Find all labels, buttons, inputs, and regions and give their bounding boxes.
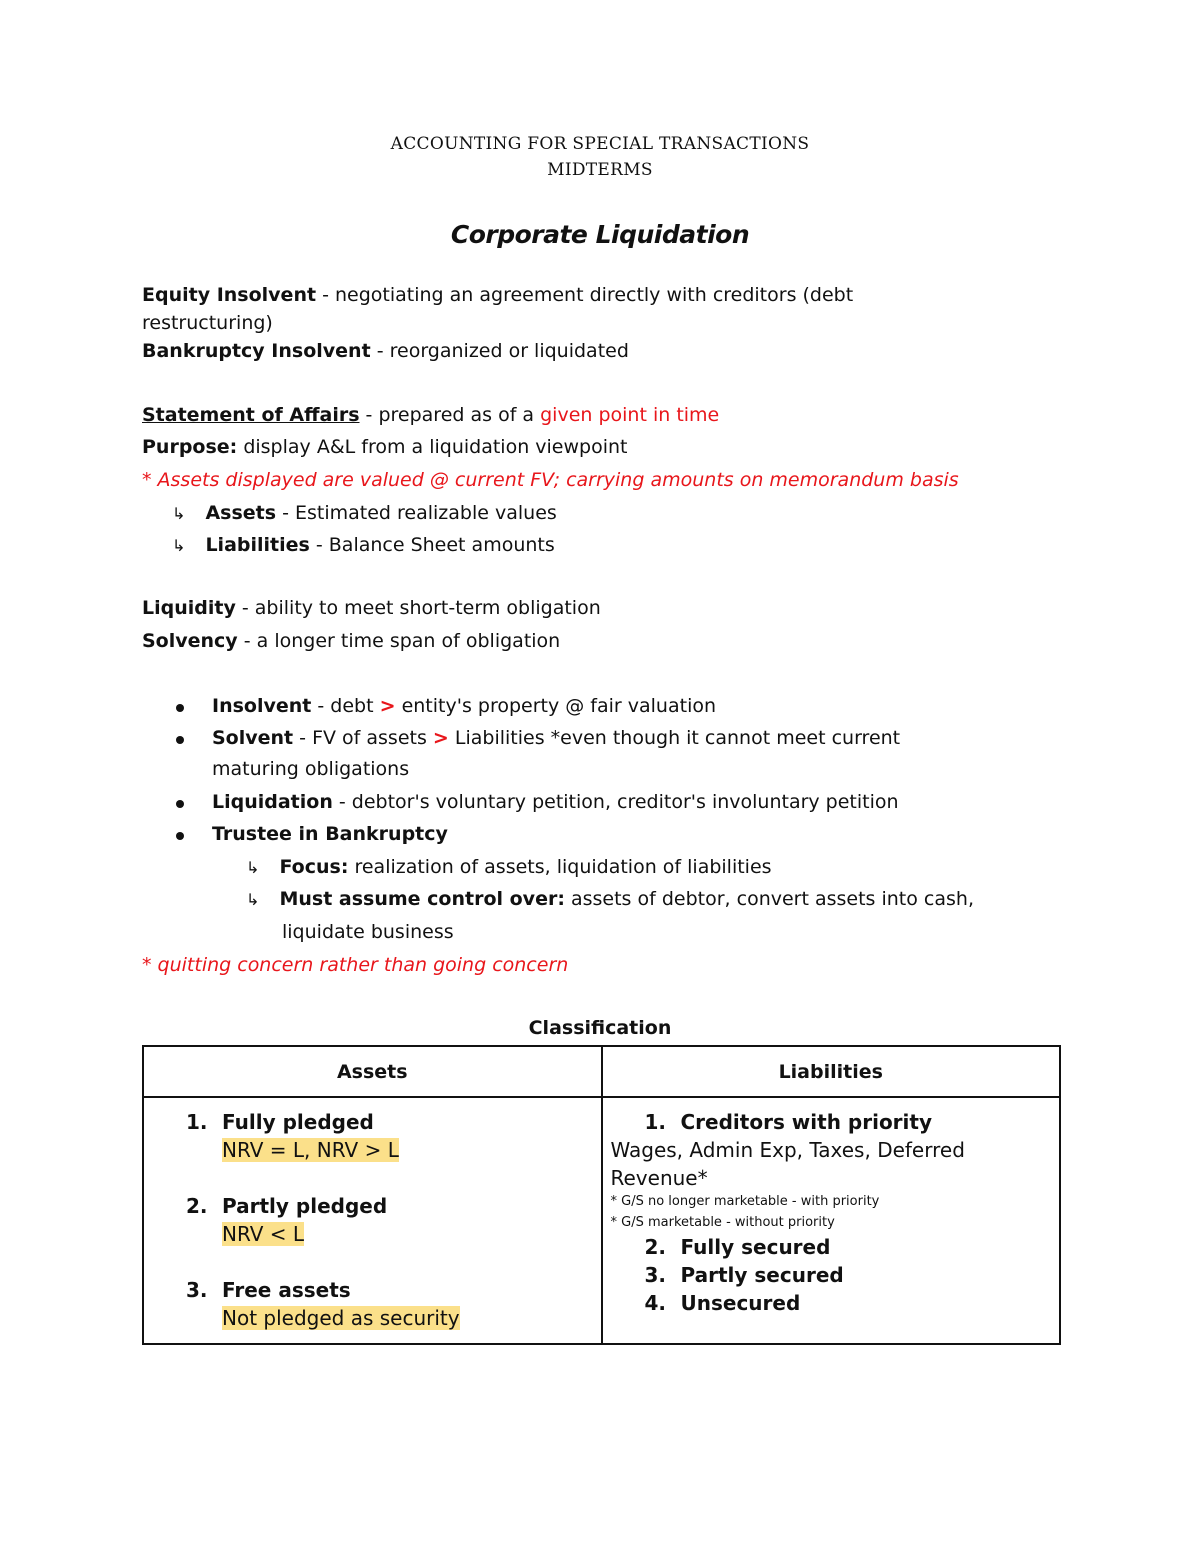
statement-of-affairs-line xyxy=(142,404,719,426)
bankruptcy-insolvent-term: Bankruptcy Insolvent xyxy=(142,340,371,362)
bullet-icon xyxy=(176,704,184,712)
priority-note: * G/S marketable - without priority xyxy=(610,1215,835,1230)
bullet-icon xyxy=(176,736,184,744)
solvency-term: Solvency xyxy=(142,630,238,652)
solvent-desc-b: Liabilities *even though it cannot meet current xyxy=(448,727,901,749)
statement-desc: - prepared as of a xyxy=(359,404,541,426)
liability-label: Unsecured xyxy=(680,1291,801,1315)
assets-line xyxy=(172,502,557,524)
asset-detail: Not pledged as security xyxy=(222,1306,460,1330)
asset-num: 1. xyxy=(186,1110,208,1134)
insolvent-desc-b: entity's property @ fair valuation xyxy=(395,695,717,717)
greater-than-sign: > xyxy=(379,695,396,717)
quitting-concern-note: * quitting concern rather than going concern xyxy=(142,954,569,976)
liquidity-desc: - ability to meet short-term obligation xyxy=(235,597,601,619)
liability-detail: Wages, Admin Exp, Taxes, Deferred xyxy=(610,1138,965,1162)
liquidity-line xyxy=(142,597,601,619)
asset-detail: NRV = L, NRV > L xyxy=(222,1138,399,1162)
focus-line xyxy=(246,856,772,878)
classification-title: Classification xyxy=(528,1017,672,1039)
control-term: Must assume control over: xyxy=(279,888,565,910)
trustee-term: Trustee in Bankruptcy xyxy=(212,823,448,845)
control-line xyxy=(246,888,974,910)
liability-label: Creditors with priority xyxy=(680,1110,932,1134)
assets-header: Assets xyxy=(143,1046,602,1097)
assets-valuation-note: * Assets displayed are valued @ current FV; carrying amounts on memorandum basis xyxy=(142,469,959,491)
bankruptcy-insolvent-desc: - reorganized or liquidated xyxy=(370,340,629,362)
solvent-desc-a: - FV of assets xyxy=(293,727,433,749)
liquidation-desc: - debtor's voluntary petition, creditor's involuntary petition xyxy=(332,791,899,813)
priority-note: * G/S no longer marketable - with priority xyxy=(610,1194,880,1209)
term-title: MIDTERMS xyxy=(547,160,653,180)
focus-desc: realization of assets, liquidation of liabilities xyxy=(348,856,772,878)
greater-than-sign: > xyxy=(432,727,449,749)
asset-num: 2. xyxy=(186,1194,208,1218)
solvency-desc: - a longer time span of obligation xyxy=(237,630,561,652)
liability-num: 2. xyxy=(644,1235,667,1259)
asset-label: Free assets xyxy=(222,1278,351,1302)
solvent-line xyxy=(212,727,900,749)
assets-term: Assets xyxy=(205,502,277,524)
equity-insolvent-line xyxy=(142,284,853,306)
liabilities-line xyxy=(172,534,555,556)
classification-table xyxy=(142,1045,1061,1345)
arrow-icon: ↳ xyxy=(246,890,260,909)
liabilities-term: Liabilities xyxy=(205,534,310,556)
liability-num: 4. xyxy=(644,1291,667,1315)
arrow-icon: ↳ xyxy=(172,536,186,555)
liabilities-cell xyxy=(602,1097,1061,1344)
asset-detail: NRV < L xyxy=(222,1222,305,1246)
liability-label: Fully secured xyxy=(680,1235,831,1259)
asset-label: Partly pledged xyxy=(222,1194,388,1218)
focus-term: Focus: xyxy=(279,856,349,878)
course-title: ACCOUNTING FOR SPECIAL TRANSACTIONS xyxy=(390,134,810,154)
equity-insolvent-term: Equity Insolvent xyxy=(142,284,317,306)
bullet-icon xyxy=(176,832,184,840)
asset-num: 3. xyxy=(186,1278,208,1302)
statement-highlight: given point in time xyxy=(540,404,720,426)
insolvent-line xyxy=(212,695,716,717)
liability-detail-cont: Revenue* xyxy=(610,1166,708,1190)
solvent-desc-cont: maturing obligations xyxy=(212,758,410,780)
purpose-line xyxy=(142,436,628,458)
liability-num: 1. xyxy=(644,1110,667,1134)
purpose-desc: display A&L from a liquidation viewpoint xyxy=(237,436,628,458)
assets-desc: - Estimated realizable values xyxy=(276,502,557,524)
control-desc-cont: liquidate business xyxy=(282,921,454,943)
liquidation-line xyxy=(212,791,899,813)
bullet-icon xyxy=(176,800,184,808)
equity-insolvent-desc: - negotiating an agreement directly with creditors (debt xyxy=(316,284,854,306)
liabilities-header: Liabilities xyxy=(602,1046,1061,1097)
liability-label: Partly secured xyxy=(680,1263,844,1287)
liability-num: 3. xyxy=(644,1263,667,1287)
page-title: Corporate Liquidation xyxy=(450,220,750,249)
solvency-line xyxy=(142,630,560,652)
purpose-term: Purpose: xyxy=(142,436,238,458)
solvent-term: Solvent xyxy=(212,727,294,749)
assets-cell xyxy=(143,1097,602,1344)
asset-label: Fully pledged xyxy=(222,1110,374,1134)
arrow-icon: ↳ xyxy=(172,504,186,523)
bankruptcy-insolvent-line xyxy=(142,340,629,362)
insolvent-term: Insolvent xyxy=(212,695,312,717)
liquidation-term: Liquidation xyxy=(212,791,333,813)
liquidity-term: Liquidity xyxy=(142,597,236,619)
statement-of-affairs-term: Statement of Affairs xyxy=(142,404,360,426)
arrow-icon: ↳ xyxy=(246,858,260,877)
liabilities-desc: - Balance Sheet amounts xyxy=(309,534,555,556)
equity-insolvent-desc-cont: restructuring) xyxy=(142,312,273,334)
insolvent-desc-a: - debt xyxy=(311,695,380,717)
control-desc: assets of debtor, convert assets into cash, xyxy=(564,888,974,910)
